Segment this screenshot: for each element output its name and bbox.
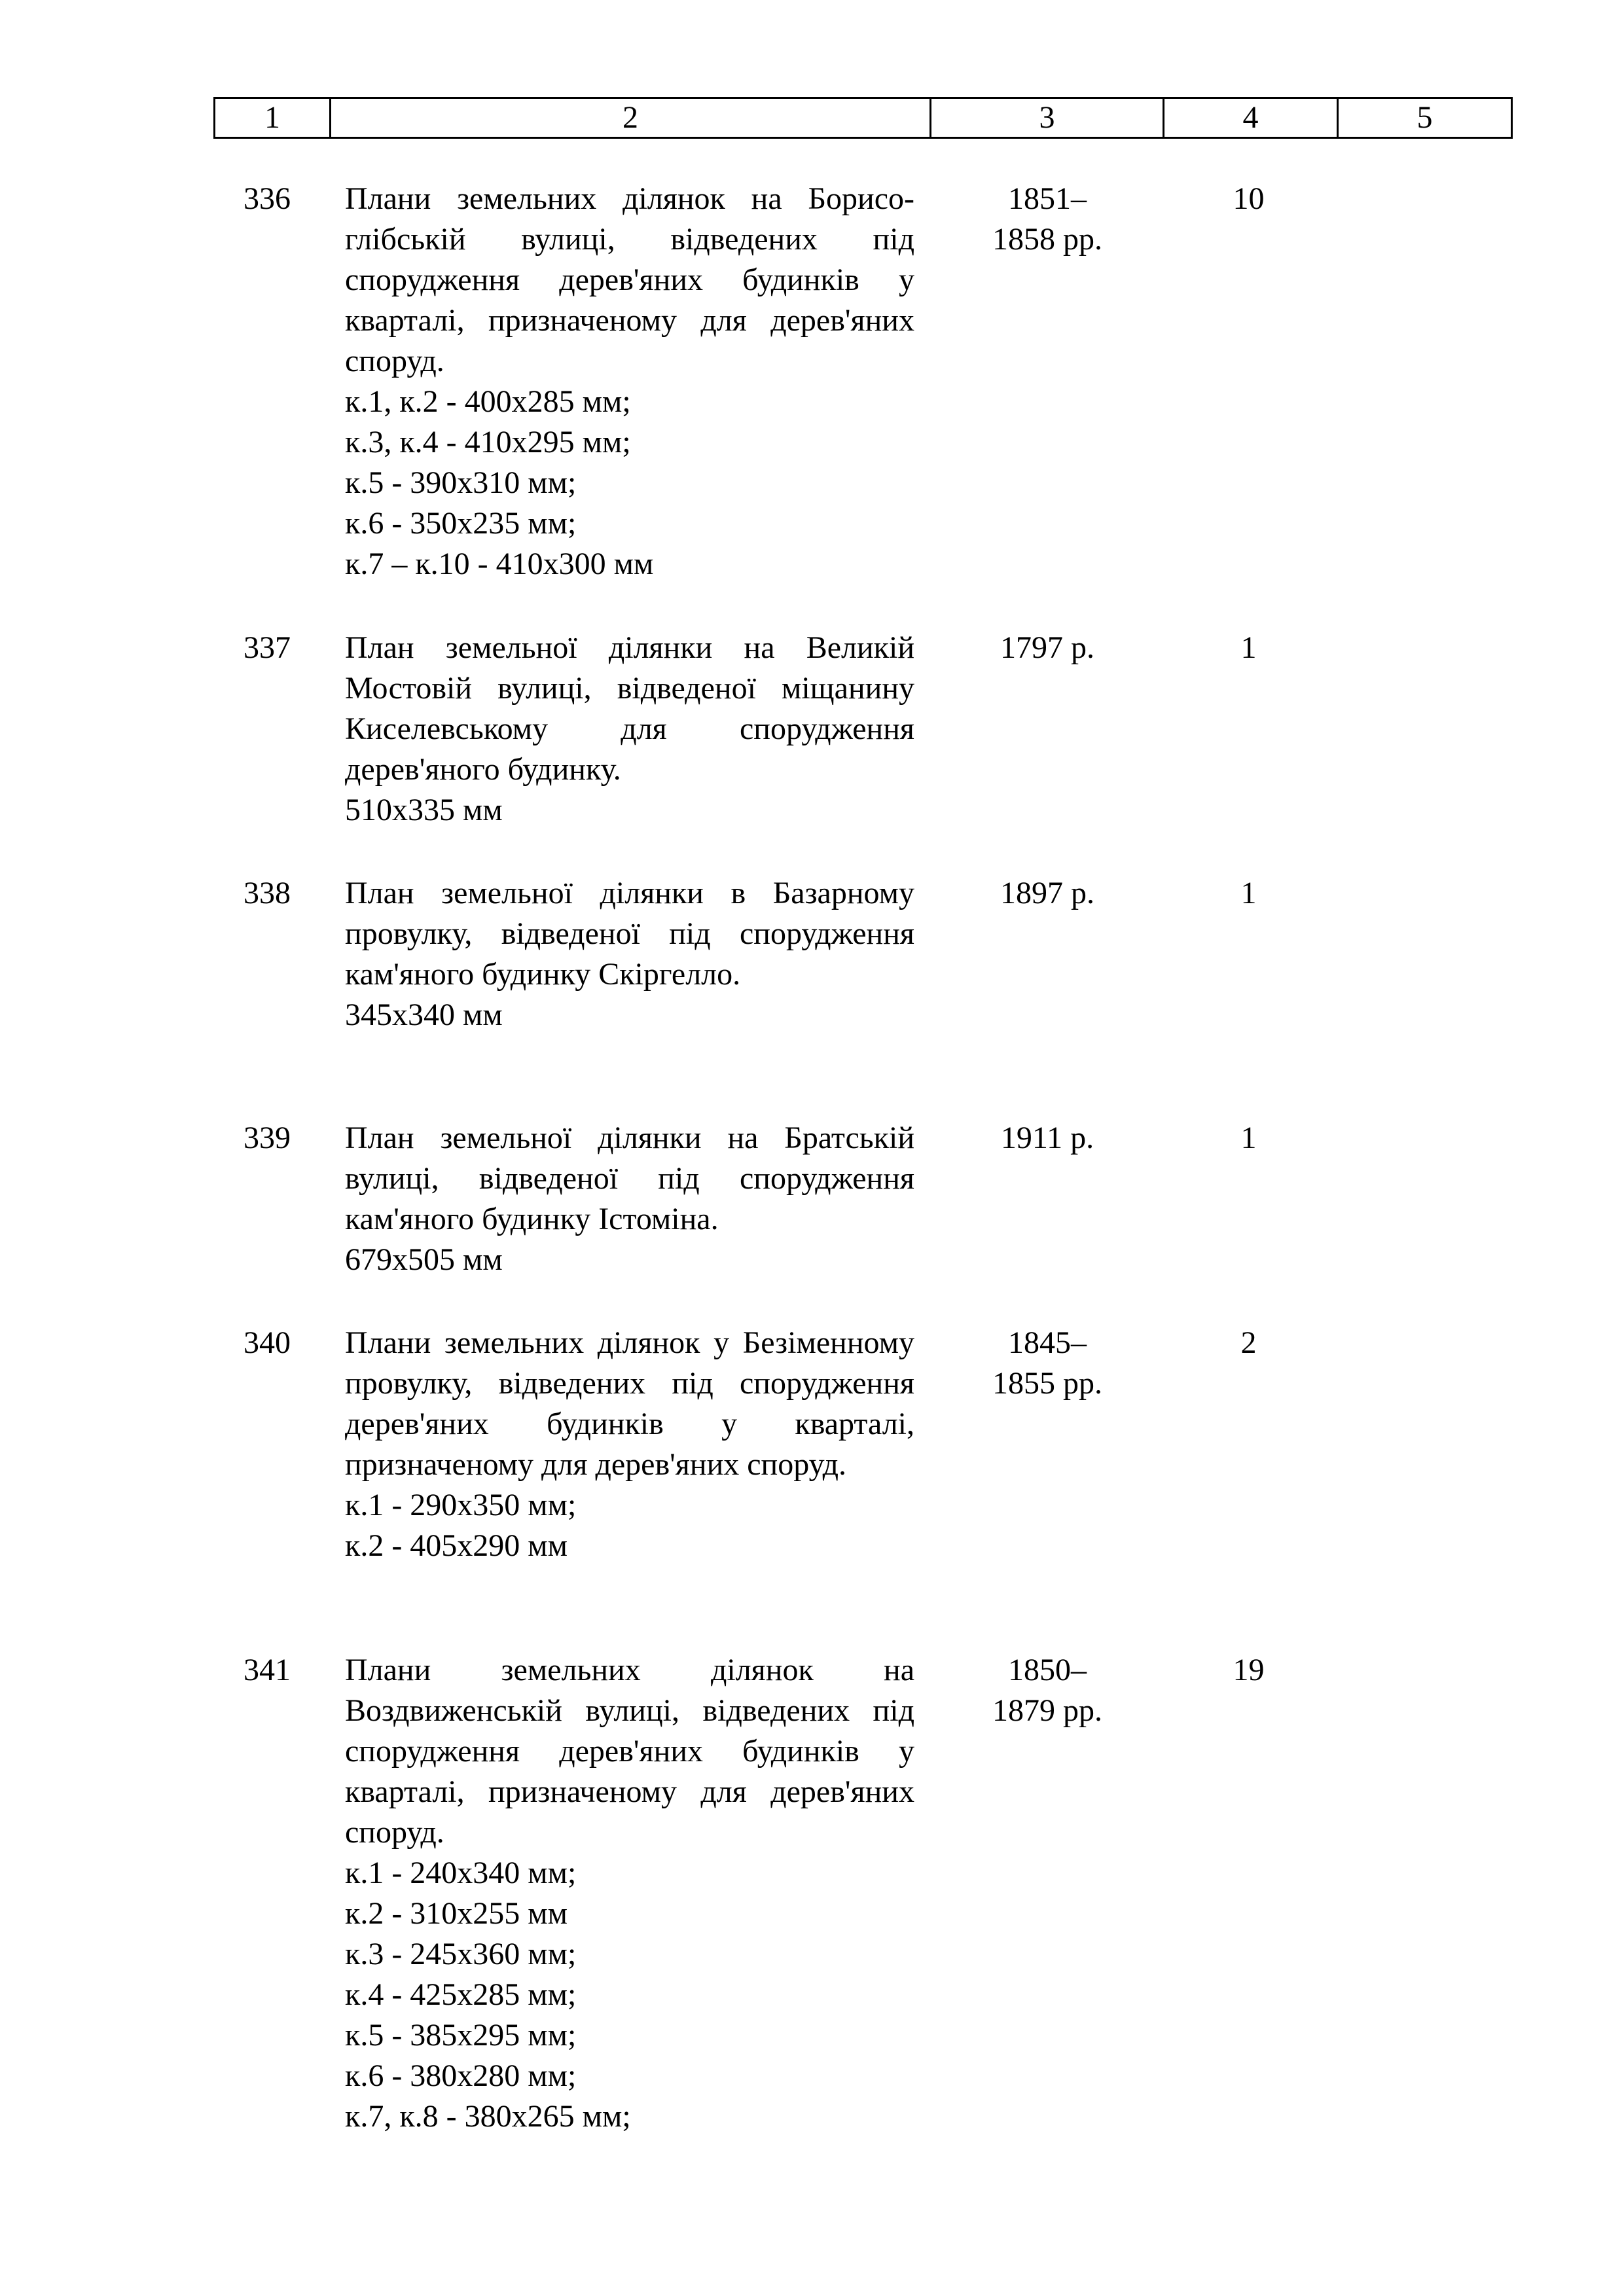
entry-number: 339 xyxy=(244,1121,291,1155)
entry-sizes xyxy=(345,995,914,1035)
entry-sizes xyxy=(345,1853,914,2137)
size-line: 679x505 мм xyxy=(345,1242,503,1277)
entry-description-block xyxy=(345,873,914,1035)
entry-description-block xyxy=(345,1323,914,1566)
entry-description-block xyxy=(345,179,914,584)
size-line: к.3, к.4 - 410x295 мм; xyxy=(345,425,631,459)
entry-sizes xyxy=(345,790,914,831)
column-header-3: 3 xyxy=(931,98,1164,138)
size-line: к.5 - 385x295 мм; xyxy=(345,2018,577,2053)
size-line: к.5 - 390x310 мм; xyxy=(345,465,577,500)
size-line: к.6 - 350x235 мм; xyxy=(345,506,577,541)
size-line: к.7, к.8 - 380x265 мм; xyxy=(345,2099,631,2134)
size-line: к.1, к.2 - 400x285 мм; xyxy=(345,384,631,419)
entry-description-block xyxy=(345,628,914,831)
entry-number: 337 xyxy=(244,630,291,665)
entry-sizes xyxy=(345,382,914,584)
column-header-table xyxy=(213,97,1513,139)
column-header-1: 1 xyxy=(215,98,331,138)
size-line: к.2 - 310x255 мм xyxy=(345,1896,568,1931)
entry-description: План земельної ділянки на Великій Мостовій вулиці, відведеної міщанину Киселевському для спорудження дерев'яного будинку. xyxy=(345,630,914,787)
size-line: к.4 - 425x285 мм; xyxy=(345,1977,577,2012)
entry-number: 338 xyxy=(244,876,291,910)
entry-description-block xyxy=(345,1118,914,1280)
column-header-4: 4 xyxy=(1164,98,1338,138)
entry-number: 340 xyxy=(244,1325,291,1360)
entry-count: 2 xyxy=(1240,1325,1257,1360)
column-header-row xyxy=(215,98,1512,138)
entry-count: 19 xyxy=(1233,1653,1265,1687)
column-header-5: 5 xyxy=(1338,98,1512,138)
entry-date: 1897 р. xyxy=(1000,876,1094,910)
size-line: 345x340 мм xyxy=(345,997,503,1032)
entry-sizes xyxy=(345,1240,914,1280)
size-line: к.1 - 290x350 мм; xyxy=(345,1488,577,1522)
size-line: к.6 - 380x280 мм; xyxy=(345,2058,577,2093)
entry-description-block xyxy=(345,1650,914,2137)
entry-count: 10 xyxy=(1233,181,1265,216)
entry-number: 336 xyxy=(244,181,291,216)
size-line: 510x335 мм xyxy=(345,793,503,827)
entry-description: Плани земельних ділянок на Воздвиженській вулиці, відведених під спорудження дерев'яних будинків у кварталі, призначеному для дерев'яних споруд. xyxy=(345,1653,914,1850)
entry-sizes xyxy=(345,1485,914,1566)
entry-number: 341 xyxy=(244,1653,291,1687)
size-line: к.7 – к.10 - 410x300 мм xyxy=(345,547,654,581)
entry-description: Плани земельних ділянок на Борисо-глібській вулиці, відведених під спорудження дерев'яних будинків у кварталі, призначеному для дерев'яних споруд. xyxy=(345,181,914,378)
entry-date: 1850– 1879 рр. xyxy=(992,1653,1102,1728)
entry-date: 1911 р. xyxy=(1000,1121,1094,1155)
entry-description: План земельної ділянки на Братській вулиці, відведеної під спорудження кам'яного будинку Істоміна. xyxy=(345,1121,914,1236)
size-line: к.2 - 405x290 мм xyxy=(345,1528,568,1563)
column-header-2: 2 xyxy=(331,98,931,138)
entry-description: План земельної ділянки в Базарному провулку, відведеної під спорудження кам'яного будинку Скіргелло. xyxy=(345,876,914,992)
entry-count: 1 xyxy=(1240,1121,1257,1155)
entry-date: 1845– 1855 рр. xyxy=(992,1325,1102,1401)
entry-count: 1 xyxy=(1240,876,1257,910)
entry-description: Плани земельних ділянок у Безіменному провулку, відведених під спорудження дерев'яних будинків у кварталі, призначеному для дерев'яних споруд. xyxy=(345,1325,914,1482)
size-line: к.1 - 240x340 мм; xyxy=(345,1856,577,1890)
entry-date: 1851– 1858 рр. xyxy=(992,181,1102,257)
entry-date: 1797 р. xyxy=(1000,630,1094,665)
size-line: к.3 - 245x360 мм; xyxy=(345,1937,577,1971)
entry-count: 1 xyxy=(1240,630,1257,665)
